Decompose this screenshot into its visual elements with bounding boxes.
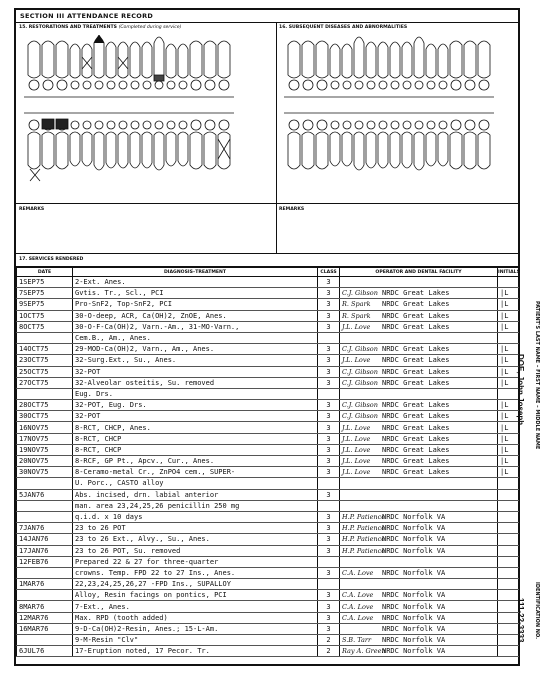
operator-signature: H.P. Patience bbox=[342, 513, 386, 522]
table-row bbox=[17, 579, 519, 590]
row-operator bbox=[340, 500, 498, 511]
operator-signature: Ray A. Green bbox=[342, 647, 386, 656]
dental-facility: NRDC Norfolk VA bbox=[382, 613, 446, 622]
table-row bbox=[17, 545, 519, 556]
row-initials: |L bbox=[498, 433, 519, 444]
operator-signature: C.A. Love bbox=[342, 591, 374, 600]
row-class: 3 bbox=[318, 377, 340, 388]
row-class: 3 bbox=[318, 400, 340, 411]
dental-facility: NRDC Norfolk VA bbox=[382, 624, 446, 633]
row-operator bbox=[340, 366, 498, 377]
row-date: 19NOV75 bbox=[17, 444, 73, 455]
row-operator bbox=[340, 579, 498, 590]
row-operator bbox=[340, 534, 498, 545]
row-diagnosis: man. area 23,24,25,26 penicillin 250 mg bbox=[73, 500, 318, 511]
row-date bbox=[17, 388, 73, 399]
row-initials: |L bbox=[498, 344, 519, 355]
operator-signature: J.L. Love bbox=[342, 468, 371, 477]
table-row bbox=[17, 310, 519, 321]
row-operator bbox=[340, 567, 498, 578]
table-row bbox=[17, 635, 519, 646]
row-diagnosis: Eug. Drs. bbox=[73, 388, 318, 399]
row-date: 14OCT75 bbox=[17, 344, 73, 355]
row-operator bbox=[340, 511, 498, 522]
diseases-remarks-label: REMARKS bbox=[279, 207, 305, 212]
table-row bbox=[17, 456, 519, 467]
operator-signature: C.J. Gibson bbox=[342, 367, 378, 376]
row-operator bbox=[340, 556, 498, 567]
row-date: 20NOV75 bbox=[17, 456, 73, 467]
row-class: 3 bbox=[318, 355, 340, 366]
row-diagnosis: q.i.d. x 10 days bbox=[73, 511, 318, 522]
table-row bbox=[17, 623, 519, 634]
row-class: 3 bbox=[318, 411, 340, 422]
diseases-tooth-diagram bbox=[284, 35, 509, 200]
tooth-charts bbox=[16, 23, 518, 254]
row-initials bbox=[498, 277, 519, 288]
row-class: 3 bbox=[318, 321, 340, 332]
restorations-title: 15. RESTORATIONS AND TREATMENTS (Completed during service) bbox=[19, 25, 182, 30]
row-operator bbox=[340, 545, 498, 556]
table-row bbox=[17, 567, 519, 578]
row-diagnosis: 9-M-Resin "Clv" bbox=[73, 635, 318, 646]
row-diagnosis: 30-O-F-Ca(OH)2, Varn.-Am., 31-MO-Varn., bbox=[73, 321, 318, 332]
row-class: 3 bbox=[318, 433, 340, 444]
operator-signature: C.J. Gibson bbox=[342, 345, 378, 354]
dental-facility: NRDC Norfolk VA bbox=[382, 535, 446, 544]
row-class bbox=[318, 478, 340, 489]
row-class: 3 bbox=[318, 523, 340, 534]
row-operator bbox=[340, 590, 498, 601]
row-operator bbox=[340, 355, 498, 366]
table-row bbox=[17, 601, 519, 612]
row-diagnosis: Abs. incised, drn. labial anterior bbox=[73, 489, 318, 500]
table-row bbox=[17, 489, 519, 500]
row-diagnosis: 9-D-Ca(OH)2-Resin, Anes.; 15-L-Am. bbox=[73, 623, 318, 634]
identification-caption: IDENTIFICATION NO. bbox=[534, 581, 540, 639]
row-operator bbox=[340, 433, 498, 444]
row-date: 16NOV75 bbox=[17, 422, 73, 433]
dental-facility: NRDC Great Lakes bbox=[382, 311, 450, 320]
dental-facility: NRDC Great Lakes bbox=[382, 322, 450, 331]
row-date: 23OCT75 bbox=[17, 355, 73, 366]
row-class bbox=[318, 579, 340, 590]
row-class: 3 bbox=[318, 534, 340, 545]
row-class: 3 bbox=[318, 601, 340, 612]
row-diagnosis: 2-Ext. Anes. bbox=[73, 277, 318, 288]
row-diagnosis: 23 to 26 Ext., Alvy., Su., Anes. bbox=[73, 534, 318, 545]
row-class: 3 bbox=[318, 366, 340, 377]
restorations-chart bbox=[16, 23, 277, 253]
row-date: 1OCT75 bbox=[17, 310, 73, 321]
row-diagnosis: 8-RCT, CHCP bbox=[73, 444, 318, 455]
col-class: CLASS bbox=[318, 268, 340, 277]
table-row bbox=[17, 388, 519, 399]
dental-facility: NRDC Norfolk VA bbox=[382, 513, 446, 522]
row-initials bbox=[498, 534, 519, 545]
dental-facility: NRDC Great Lakes bbox=[382, 423, 450, 432]
row-operator bbox=[340, 310, 498, 321]
row-initials: |L bbox=[498, 321, 519, 332]
row-operator bbox=[340, 288, 498, 299]
row-date: 17NOV75 bbox=[17, 433, 73, 444]
table-row bbox=[17, 299, 519, 310]
diseases-chart bbox=[276, 23, 519, 253]
col-initials: INITIALS bbox=[498, 269, 520, 275]
dental-record-page bbox=[14, 8, 520, 666]
row-operator bbox=[340, 377, 498, 388]
row-class: 2 bbox=[318, 635, 340, 646]
row-class: 3 bbox=[318, 590, 340, 601]
operator-signature: J.L. Love bbox=[342, 322, 371, 331]
row-date: 7SEP75 bbox=[17, 288, 73, 299]
row-diagnosis: U. Porc., CASTO alloy bbox=[73, 478, 318, 489]
row-initials: |L bbox=[498, 366, 519, 377]
operator-signature: R. Spark bbox=[342, 311, 371, 320]
restorations-remarks-label: REMARKS bbox=[19, 207, 45, 212]
row-date: 5JAN76 bbox=[17, 489, 73, 500]
row-diagnosis: 22,23,24,25,26,27 -FPD Ins., SUPALLOY bbox=[73, 579, 318, 590]
row-class: 3 bbox=[318, 288, 340, 299]
operator-signature: C.A. Love bbox=[342, 602, 374, 611]
row-initials bbox=[498, 523, 519, 534]
dental-facility: NRDC Great Lakes bbox=[382, 468, 450, 477]
row-diagnosis: 30-O-deep, ACR, Ca(OH)2, ZnOE, Anes. bbox=[73, 310, 318, 321]
row-date bbox=[17, 332, 73, 343]
row-operator bbox=[340, 601, 498, 612]
table-row bbox=[17, 332, 519, 343]
row-class: 3 bbox=[318, 277, 340, 288]
dental-facility: NRDC Norfolk VA bbox=[382, 568, 446, 577]
table-row bbox=[17, 366, 519, 377]
row-date bbox=[17, 500, 73, 511]
row-initials: |L bbox=[498, 456, 519, 467]
row-date bbox=[17, 478, 73, 489]
row-diagnosis: Cem.B., Am., Anes. bbox=[73, 332, 318, 343]
row-class: 3 bbox=[318, 456, 340, 467]
row-operator bbox=[340, 299, 498, 310]
row-date: 7JAN76 bbox=[17, 523, 73, 534]
row-diagnosis: 23 to 26 POT, Su. removed bbox=[73, 545, 318, 556]
row-class: 3 bbox=[318, 299, 340, 310]
table-row bbox=[17, 612, 519, 623]
row-diagnosis: 32-POT bbox=[73, 366, 318, 377]
row-initials bbox=[498, 545, 519, 556]
operator-signature: J.L. Love bbox=[342, 423, 371, 432]
dental-facility: NRDC Norfolk VA bbox=[382, 602, 446, 611]
dental-facility: NRDC Great Lakes bbox=[382, 345, 450, 354]
row-initials: |L bbox=[498, 467, 519, 478]
row-operator bbox=[340, 489, 498, 500]
row-initials: |L bbox=[498, 299, 519, 310]
restorations-tooth-diagram bbox=[24, 35, 269, 200]
table-row bbox=[17, 288, 519, 299]
row-initials bbox=[498, 556, 519, 567]
operator-signature: C.A. Love bbox=[342, 568, 374, 577]
row-diagnosis: 32-POT bbox=[73, 411, 318, 422]
services-rows bbox=[17, 277, 519, 657]
row-diagnosis: 23 to 26 POT bbox=[73, 523, 318, 534]
row-date: 30NOV75 bbox=[17, 467, 73, 478]
row-class: 2 bbox=[318, 646, 340, 657]
dental-facility: NRDC Norfolk VA bbox=[382, 591, 446, 600]
dental-facility: NRDC Great Lakes bbox=[382, 356, 450, 365]
row-operator bbox=[340, 467, 498, 478]
operator-signature: C.J. Gibson bbox=[342, 289, 378, 298]
operator-signature: H.P. Patience bbox=[342, 535, 386, 544]
row-date: 6JUL76 bbox=[17, 646, 73, 657]
row-operator bbox=[340, 444, 498, 455]
row-date: 25OCT75 bbox=[17, 366, 73, 377]
operator-signature: C.J. Gibson bbox=[342, 378, 378, 387]
row-date bbox=[17, 567, 73, 578]
row-class: 3 bbox=[318, 567, 340, 578]
operator-signature: C.A. Love bbox=[342, 613, 374, 622]
upper-teeth-row bbox=[28, 37, 230, 90]
row-diagnosis: Max. RPD (tooth added) bbox=[73, 612, 318, 623]
table-row bbox=[17, 411, 519, 422]
table-row bbox=[17, 500, 519, 511]
row-class: 3 bbox=[318, 467, 340, 478]
row-initials bbox=[498, 478, 519, 489]
dental-facility: NRDC Norfolk VA bbox=[382, 647, 446, 656]
row-operator bbox=[340, 478, 498, 489]
row-operator bbox=[340, 388, 498, 399]
row-operator bbox=[340, 400, 498, 411]
dental-facility: NRDC Norfolk VA bbox=[382, 636, 446, 645]
row-diagnosis: Pro-SnF2, Top-SnF2, PCI bbox=[73, 299, 318, 310]
col-operator: OPERATOR AND DENTAL FACILITY bbox=[340, 268, 498, 277]
row-operator bbox=[340, 344, 498, 355]
dental-facility: NRDC Norfolk VA bbox=[382, 524, 446, 533]
row-operator bbox=[340, 411, 498, 422]
row-diagnosis: Prepared 22 & 27 for three-quarter bbox=[73, 556, 318, 567]
dental-facility: NRDC Great Lakes bbox=[382, 412, 450, 421]
row-initials: |L bbox=[498, 400, 519, 411]
row-class: 3 bbox=[318, 511, 340, 522]
row-diagnosis: 8-RCT, CHCP bbox=[73, 433, 318, 444]
row-initials: |L bbox=[498, 411, 519, 422]
dental-facility: NRDC Great Lakes bbox=[382, 367, 450, 376]
row-operator bbox=[340, 646, 498, 657]
table-row bbox=[17, 433, 519, 444]
table-row bbox=[17, 511, 519, 522]
table-row bbox=[17, 444, 519, 455]
dental-facility: NRDC Great Lakes bbox=[382, 457, 450, 466]
row-date: 1SEP75 bbox=[17, 277, 73, 288]
row-initials bbox=[498, 489, 519, 500]
row-class: 3 bbox=[318, 310, 340, 321]
col-diagnosis: DIAGNOSIS–TREATMENT bbox=[73, 268, 318, 277]
operator-signature: J.L. Love bbox=[342, 434, 371, 443]
row-operator bbox=[340, 523, 498, 534]
row-date: 14JAN76 bbox=[17, 534, 73, 545]
row-operator bbox=[340, 612, 498, 623]
row-date bbox=[17, 590, 73, 601]
row-date: 8MAR76 bbox=[17, 601, 73, 612]
row-class: 3 bbox=[318, 612, 340, 623]
row-initials: |L bbox=[498, 377, 519, 388]
table-row bbox=[17, 377, 519, 388]
table-row bbox=[17, 534, 519, 545]
row-diagnosis: Alloy, Resin facings on pontics, PCI bbox=[73, 590, 318, 601]
row-diagnosis: 32-Alveolar osteitis, Su. removed bbox=[73, 377, 318, 388]
table-row bbox=[17, 646, 519, 657]
row-diagnosis: 32-Surg.Ext., Su., Anes. bbox=[73, 355, 318, 366]
row-class: 3 bbox=[318, 545, 340, 556]
row-class bbox=[318, 556, 340, 567]
row-date: 12FEB76 bbox=[17, 556, 73, 567]
operator-signature: H.P. Patience bbox=[342, 546, 386, 555]
row-operator bbox=[340, 635, 498, 646]
row-initials: |L bbox=[498, 310, 519, 321]
row-date bbox=[17, 635, 73, 646]
crown-mark bbox=[94, 35, 104, 43]
table-row bbox=[17, 590, 519, 601]
dental-facility: NRDC Great Lakes bbox=[382, 378, 450, 387]
operator-signature: J.L. Love bbox=[342, 445, 371, 454]
dental-facility: NRDC Great Lakes bbox=[382, 434, 450, 443]
table-row bbox=[17, 523, 519, 534]
row-class: 3 bbox=[318, 422, 340, 433]
row-date: 17JAN76 bbox=[17, 545, 73, 556]
table-row bbox=[17, 277, 519, 288]
row-diagnosis: 8-Ceramo-metal Cr., ZnPO4 cem., SUPER- bbox=[73, 467, 318, 478]
row-class bbox=[318, 500, 340, 511]
row-operator bbox=[340, 456, 498, 467]
operator-signature: C.J. Gibson bbox=[342, 412, 378, 421]
row-class: 3 bbox=[318, 623, 340, 634]
dental-facility: NRDC Great Lakes bbox=[382, 289, 450, 298]
operator-signature: C.J. Gibson bbox=[342, 401, 378, 410]
patient-name: DOE, John Joseph bbox=[516, 354, 525, 426]
row-operator bbox=[340, 422, 498, 433]
table-row bbox=[17, 478, 519, 489]
row-date: 9SEP75 bbox=[17, 299, 73, 310]
operator-signature: H.P. Patience bbox=[342, 524, 386, 533]
row-diagnosis: crowns. Temp. FPD 22 to 27 Ins., Anes. bbox=[73, 567, 318, 578]
operator-signature: S.B. Tarr bbox=[342, 636, 372, 645]
dental-facility: NRDC Great Lakes bbox=[382, 300, 450, 309]
operator-signature: J.L. Love bbox=[342, 356, 371, 365]
table-row bbox=[17, 344, 519, 355]
diseases-title: 16. SUBSEQUENT DISEASES AND ABNORMALITIES bbox=[279, 25, 408, 30]
row-date: 30OCT75 bbox=[17, 411, 73, 422]
row-diagnosis: 8-RCF, GP Pt., Apcv., Cur., Anes. bbox=[73, 456, 318, 467]
row-date: 27OCT75 bbox=[17, 377, 73, 388]
row-class: 3 bbox=[318, 489, 340, 500]
patient-name-caption: PATIENT'S LAST NAME – FIRST NAME – MIDDLE NAME bbox=[534, 300, 540, 450]
row-diagnosis: 32-POT, Eug. Drs. bbox=[73, 400, 318, 411]
row-initials bbox=[498, 511, 519, 522]
row-initials: |L bbox=[498, 288, 519, 299]
row-date: 16MAR76 bbox=[17, 623, 73, 634]
row-class bbox=[318, 388, 340, 399]
row-diagnosis: 29-MOD-Ca(OH)2, Varn., Am., Anes. bbox=[73, 344, 318, 355]
row-initials bbox=[498, 500, 519, 511]
table-row bbox=[17, 467, 519, 478]
row-class: 3 bbox=[318, 344, 340, 355]
table-row bbox=[17, 321, 519, 332]
table-row bbox=[17, 355, 519, 366]
services-title: 17. SERVICES RENDERED bbox=[16, 254, 518, 267]
row-date: 1MAR76 bbox=[17, 579, 73, 590]
col-date: DATE bbox=[17, 268, 73, 277]
row-date bbox=[17, 511, 73, 522]
row-class: 3 bbox=[318, 444, 340, 455]
row-date: 12MAR76 bbox=[17, 612, 73, 623]
operator-signature: J.L. Love bbox=[342, 457, 371, 466]
services-table bbox=[16, 267, 519, 657]
row-initials: |L bbox=[498, 444, 519, 455]
dental-facility: NRDC Great Lakes bbox=[382, 445, 450, 454]
table-row bbox=[17, 400, 519, 411]
row-date: 8OCT75 bbox=[17, 321, 73, 332]
table-row bbox=[17, 556, 519, 567]
row-operator bbox=[340, 321, 498, 332]
row-diagnosis: Gvtis. Tr., Scl., PCI bbox=[73, 288, 318, 299]
row-date: 28OCT75 bbox=[17, 400, 73, 411]
services-rendered-section bbox=[16, 254, 518, 657]
row-operator bbox=[340, 332, 498, 343]
operator-signature: R. Spark bbox=[342, 300, 371, 309]
row-diagnosis: 8-RCT, CHCP, Anes. bbox=[73, 422, 318, 433]
row-diagnosis: 7-Ext., Anes. bbox=[73, 601, 318, 612]
row-diagnosis: 17-Eruption noted, 17 Pecor. Tr. bbox=[73, 646, 318, 657]
section-header: SECTION III ATTENDANCE RECORD bbox=[16, 10, 518, 23]
row-operator bbox=[340, 277, 498, 288]
dental-facility: NRDC Norfolk VA bbox=[382, 546, 446, 555]
row-initials: |L bbox=[498, 355, 519, 366]
table-row bbox=[17, 422, 519, 433]
row-operator bbox=[340, 623, 498, 634]
row-initials: |L bbox=[498, 422, 519, 433]
dental-facility: NRDC Great Lakes bbox=[382, 401, 450, 410]
row-class bbox=[318, 332, 340, 343]
identification-number: 111-22-3333 bbox=[516, 597, 525, 643]
